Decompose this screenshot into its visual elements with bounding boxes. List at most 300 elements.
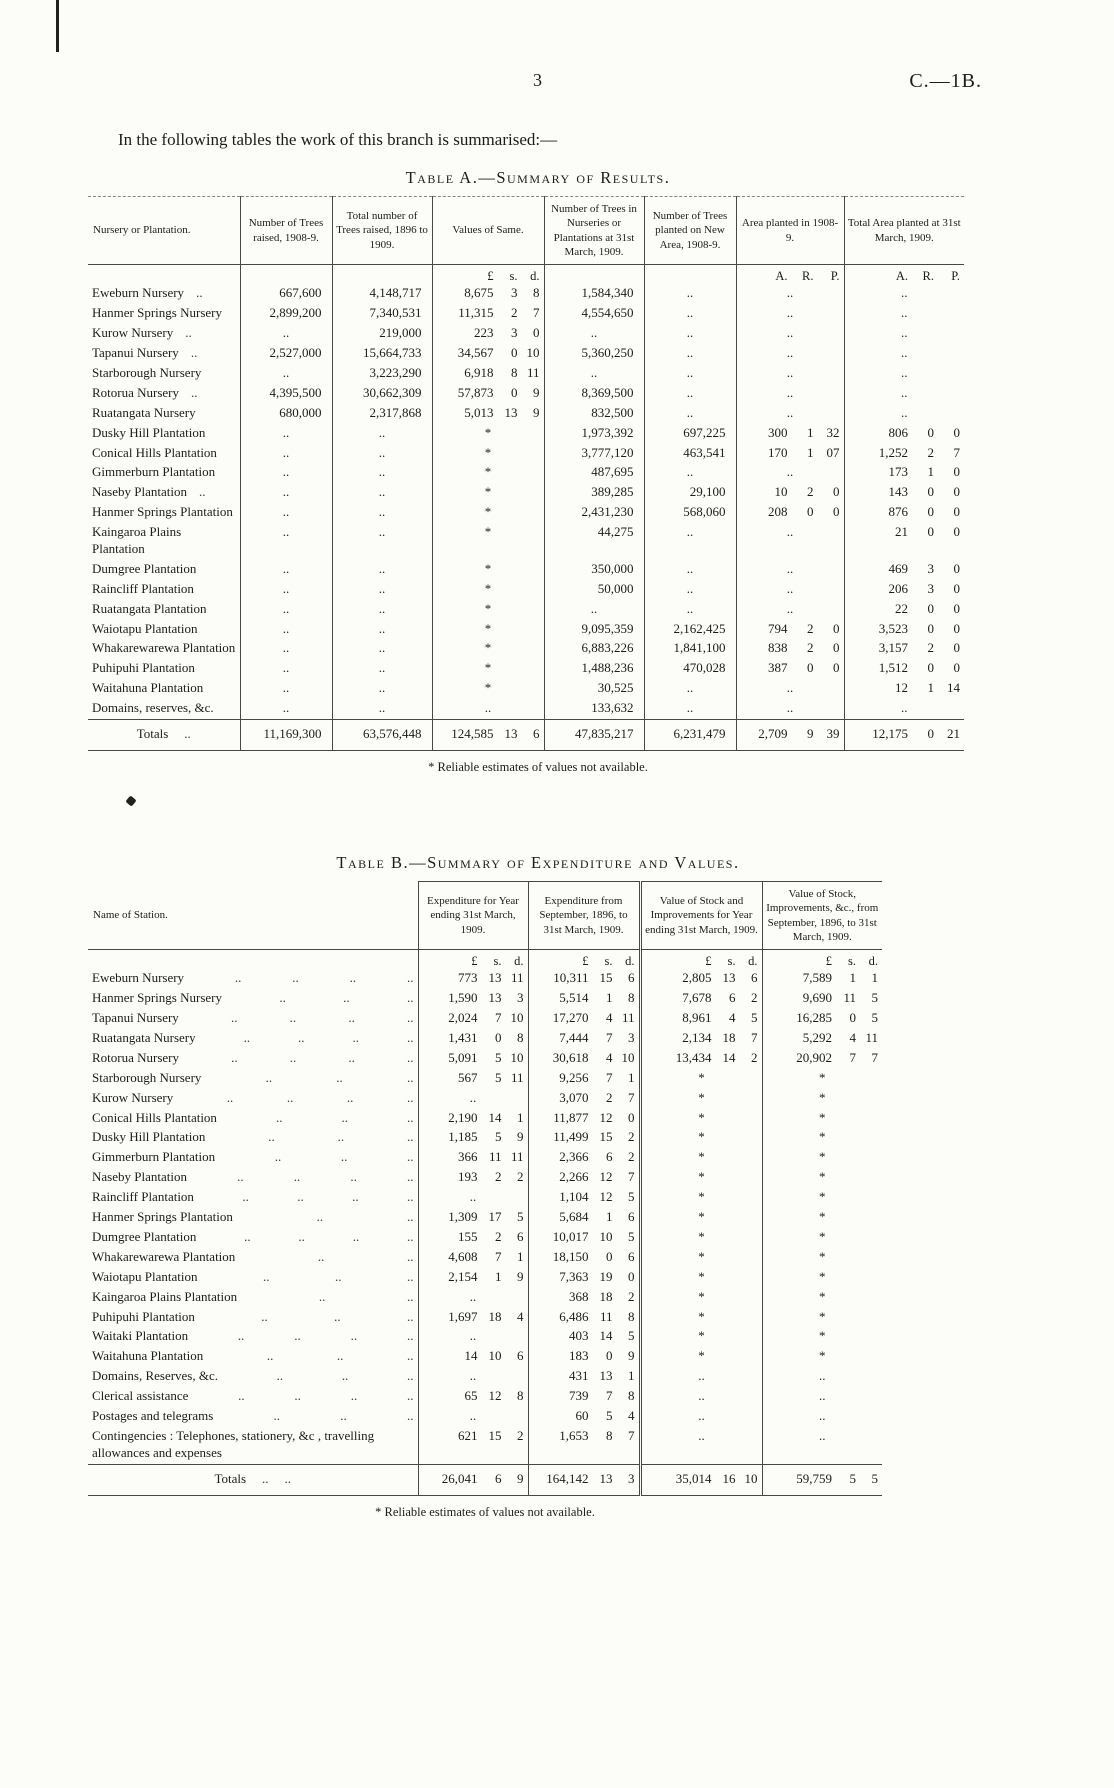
dot-leader: .. [352,1030,360,1046]
cell-trees-in-nurseries: 1,584,340 [544,284,644,304]
value-part: 206 [888,580,908,596]
cell-station [88,304,240,324]
cell-value-stock-since-1896: * [762,1248,882,1268]
cell-total-trees-raised: .. [332,580,432,600]
value-part: 0 [628,1109,635,1125]
cell-area-planted-1908-9 [736,424,844,444]
value-part: 5 [871,1470,878,1486]
cell-value-stock-year [640,1029,762,1049]
cell-station [88,1049,418,1069]
value-part: 4 [606,1010,613,1026]
dot-leader: .. [406,1069,414,1085]
value-part: 10 [621,1049,635,1065]
station-name: Eweburn Nursery [92,285,185,301]
value-part: 223 [474,325,494,341]
dot-leader: .. [268,1129,275,1145]
dot-leader: .. [337,1129,345,1145]
units-area-planted-1908-9 [736,265,844,285]
value-part: 4 [849,1030,856,1046]
col-header-station: Name of Station. [88,881,418,949]
col-header-trees-in-nurseries: Number of Trees in Nurseries or Plantations at 31st March, 1909. [544,197,644,265]
station-name: Clerical assistance [92,1388,189,1404]
value-part: 18 [722,1030,736,1046]
table-row [88,1347,882,1367]
cell-area-planted-1908-9: .. [736,324,844,344]
cell-expenditure-since-1896 [528,1387,640,1407]
value-part: 1,697 [448,1308,478,1324]
cell-area-planted-1908-9 [736,720,844,751]
cell-station [88,1268,418,1288]
units-trees-planted-new-area [644,265,736,285]
value-part: d. [748,954,758,969]
value-part: 1,309 [448,1209,478,1225]
cell-expenditure-since-1896 [528,1288,640,1308]
value-part: 1,512 [878,660,908,676]
table-row [88,424,964,444]
cell-trees-raised-1908-9: .. [240,503,332,523]
cell-trees-raised-1908-9: 4,395,500 [240,384,332,404]
dot-leader: .. [317,1248,325,1264]
cell-trees-planted-new-area: .. [644,560,736,580]
cell-total-area-planted [844,600,964,620]
cell-trees-in-nurseries: 44,275 [544,523,644,560]
col-header-value-stock-since-1896: Value of Stock, Improvements, &c., from September, 1896, to 31st March, 1909. [762,881,882,949]
value-part: 5,292 [802,1030,832,1046]
cell-station [88,580,240,600]
value-part: 11 [526,365,540,380]
value-part: 8 [511,365,518,380]
value-part: 5 [871,990,878,1006]
dot-leader: .. [234,970,242,986]
cell-value-stock-year: * [640,1308,762,1328]
value-part: 7 [606,1069,613,1085]
station-name: Hanmer Springs Nursery [92,990,222,1006]
table-row [88,620,964,640]
cell-expenditure-since-1896 [528,1109,640,1129]
cell-station [88,600,240,620]
value-part: 0 [833,640,840,656]
cell-trees-planted-new-area: .. [644,679,736,699]
cell-values-of-same [432,284,544,304]
cell-station [88,1427,418,1464]
dot-leader: .. [289,1049,297,1065]
cell-value-stock-year: .. [640,1427,762,1464]
table-row [88,1128,882,1148]
dot-leader: .. [238,1388,245,1404]
value-part: 7 [628,1427,635,1443]
page-header [88,70,988,104]
cell-expenditure-year [418,1148,528,1168]
dot-leader: .. [196,285,203,301]
value-part: 7 [849,1049,856,1065]
value-part: 3 [628,1030,635,1046]
cell-trees-planted-new-area: 1,841,100 [644,639,736,659]
value-part: 5,091 [448,1049,478,1065]
cell-value-stock-since-1896: * [762,1268,882,1288]
cell-station [88,344,240,364]
cell-value-stock-since-1896: * [762,1109,882,1129]
cell-trees-raised-1908-9: .. [240,424,332,444]
dot-leader: .. [406,1209,414,1225]
cell-trees-raised-1908-9: .. [240,483,332,503]
dot-leader: .. [298,1228,305,1244]
col-header-total-area-planted: Total Area planted at 31st March, 1909. [844,197,964,265]
table-row [88,1168,882,1188]
table-row [88,503,964,523]
value-part: £ [471,954,478,969]
scan-edge-artifact [56,0,59,52]
value-part: R. [922,269,934,284]
value-part: 11 [621,1010,635,1026]
cell-expenditure-year [418,1427,528,1464]
cell-values-of-same [432,344,544,364]
dot-leader: .. [284,1470,292,1486]
cell-station [88,1069,418,1089]
value-part: 6 [533,726,540,742]
table-row [88,444,964,464]
value-part: 9 [517,1129,524,1145]
cell-expenditure-year [418,1009,528,1029]
table-row [88,659,964,679]
value-part: 2,134 [682,1030,712,1046]
value-part: 9 [533,384,540,400]
cell-trees-raised-1908-9: .. [240,560,332,580]
cell-trees-raised-1908-9: .. [240,679,332,699]
dot-leader: .. [350,1169,357,1185]
dot-leader: .. [407,970,414,986]
value-part: 9,690 [802,990,832,1006]
table-row [88,699,964,719]
cell-station [88,989,418,1009]
value-part: 6 [628,1248,635,1264]
value-part: 0 [833,484,840,500]
station-name: Waitahuna Plantation [92,680,204,696]
value-part: 6 [517,1348,524,1364]
dot-leader: .. [185,325,192,341]
cell-station [88,444,240,464]
value-part: 26,041 [441,1470,478,1486]
value-part: 9 [517,1470,524,1486]
table-row [88,463,964,483]
value-part: 5 [606,1407,613,1423]
value-part: 0 [953,580,960,596]
value-part: 11 [510,1149,524,1165]
station-name: Domains, reserves, &c. [92,700,214,716]
cell-values-of-same: * [432,600,544,620]
cell-values-of-same: * [432,679,544,699]
value-part: £ [705,954,712,969]
value-part: 32 [826,424,840,440]
dot-leader: .. [406,1169,414,1185]
document-reference: C.—1B. [909,70,982,92]
cell-value-stock-year [640,969,762,989]
cell-trees-in-nurseries: 30,525 [544,679,644,699]
value-part: 0 [953,504,960,520]
value-part: 14 [488,1109,502,1125]
cell-value-stock-year: * [640,1128,762,1148]
value-part: 10 [526,345,540,361]
value-part: 7,678 [682,990,712,1006]
cell-expenditure-since-1896 [528,1208,640,1228]
value-part: 0 [927,524,934,540]
cell-value-stock-since-1896: .. [762,1367,882,1387]
cell-value-stock-since-1896: * [762,1347,882,1367]
cell-expenditure-since-1896 [528,989,640,1009]
cell-trees-planted-new-area: 568,060 [644,503,736,523]
value-part: 9 [628,1348,635,1364]
table-row [88,1367,882,1387]
cell-area-planted-1908-9: .. [736,560,844,580]
cell-total-trees-raised: .. [332,639,432,659]
value-part: 2 [927,444,934,460]
cell-expenditure-since-1896 [528,1268,640,1288]
cell-value-stock-since-1896: * [762,1128,882,1148]
cell-total-trees-raised: .. [332,424,432,444]
value-part: 2 [517,1427,524,1443]
value-part: 2,366 [559,1149,589,1165]
cell-values-of-same: * [432,424,544,444]
value-part: 0 [953,560,960,576]
cell-area-planted-1908-9: .. [736,699,844,719]
value-part: 18 [599,1288,613,1304]
value-part: 3 [927,580,934,596]
dot-leader: .. [279,990,286,1006]
value-part: 5 [628,1228,635,1244]
dot-leader: .. [349,970,357,986]
value-part: 10 [510,1049,524,1065]
col-header-station: Nursery or Plantation. [88,197,240,265]
header-row [88,197,964,265]
station-name: Raincliff Plantation [92,580,194,596]
table-row [88,1327,882,1347]
value-part: 0 [807,504,814,520]
value-part: 13 [504,726,518,742]
value-part: 16,285 [796,1010,832,1026]
cell-expenditure-year [418,1128,528,1148]
value-part: 7 [495,1010,502,1026]
table-row [88,523,964,560]
units-station [88,950,418,970]
cell-trees-in-nurseries: 6,883,226 [544,639,644,659]
value-part: 0 [533,325,540,341]
cell-area-planted-1908-9: .. [736,344,844,364]
cell-trees-raised-1908-9: .. [240,523,332,560]
units-row [88,265,964,285]
dot-leader: .. [406,1030,414,1046]
dot-leader: .. [237,1169,244,1185]
value-part: 7 [495,1248,502,1264]
value-part: 3,157 [878,640,908,656]
cell-expenditure-since-1896 [528,1009,640,1029]
cell-value-stock-year: * [640,1327,762,1347]
cell-area-planted-1908-9: .. [736,463,844,483]
value-part: 6 [729,990,736,1006]
cell-values-of-same: .. [432,699,544,719]
table-row [88,1288,882,1308]
cell-value-stock-year: * [640,1268,762,1288]
cell-value-stock-year: * [640,1228,762,1248]
dot-leader: .. [190,345,198,361]
table-row [88,1049,882,1069]
value-part: 2,024 [448,1010,478,1026]
cell-expenditure-year: .. [418,1089,528,1109]
cell-trees-in-nurseries: 2,431,230 [544,503,644,523]
cell-total-trees-raised: .. [332,463,432,483]
cell-trees-raised-1908-9: .. [240,580,332,600]
value-part: 5 [495,1069,502,1085]
cell-total-area-planted [844,659,964,679]
cell-value-stock-since-1896: * [762,1089,882,1109]
value-part: 1,590 [448,990,478,1006]
dot-leader: .. [334,1268,342,1284]
value-part: 11 [488,1149,502,1165]
cell-station [88,424,240,444]
cell-trees-planted-new-area: .. [644,699,736,719]
cell-values-of-same [432,324,544,344]
table-a-footnote: * Reliable estimates of values not available. [428,759,648,774]
value-part: 387 [768,660,788,676]
station-name: Hanmer Springs Plantation [92,1209,233,1225]
cell-expenditure-year [418,1464,528,1495]
cell-total-area-planted [844,560,964,580]
dot-leader: .. [262,1470,269,1486]
cell-value-stock-year: * [640,1168,762,1188]
cell-total-area-planted [844,503,964,523]
value-part: 17 [488,1209,502,1225]
value-part: 0 [495,1030,502,1046]
cell-total-trees-raised: 15,664,733 [332,344,432,364]
cell-value-stock-since-1896 [762,1464,882,1495]
cell-total-trees-raised: .. [332,503,432,523]
value-part: 5 [628,1328,635,1344]
cell-value-stock-year: * [640,1188,762,1208]
cell-trees-raised-1908-9: .. [240,620,332,640]
value-part: 2 [628,1149,635,1165]
value-part: 13 [488,990,502,1006]
cell-total-trees-raised: 3,223,290 [332,364,432,384]
value-part: s. [727,954,736,969]
table-row [88,304,964,324]
cell-expenditure-year: .. [418,1188,528,1208]
value-part: 22 [895,600,908,616]
dot-leader: .. [265,1069,273,1085]
station-name: Kaingaroa Plains Plantation [92,1288,238,1304]
cell-expenditure-since-1896 [528,1327,640,1347]
value-part: 8 [628,1388,635,1404]
value-part: 18 [488,1308,502,1324]
value-part: 2,266 [559,1169,589,1185]
value-part: 7,589 [802,970,832,986]
units-values-of-same [432,265,544,285]
cell-expenditure-year [418,1268,528,1288]
value-part: 57,873 [457,384,494,400]
cell-station [88,1168,418,1188]
value-part: 366 [458,1149,478,1165]
value-part: 4 [729,1010,736,1026]
value-part: £ [582,954,589,969]
station-name: Domains, Reserves, &c. [92,1368,219,1384]
value-part: 0 [606,1248,613,1264]
cell-station [88,659,240,679]
value-part: 13 [722,970,736,986]
totals-row [88,1464,882,1495]
cell-expenditure-since-1896 [528,1089,640,1109]
cell-trees-raised-1908-9: .. [240,364,332,384]
cell-value-stock-since-1896: * [762,1188,882,1208]
dot-leader: .. [406,1089,414,1105]
table-row [88,1148,882,1168]
value-part: 0 [927,600,934,616]
value-part: 5,514 [559,990,589,1006]
cell-values-of-same: * [432,444,544,464]
value-part: 1 [807,444,814,460]
value-part: 10 [510,1010,524,1026]
cell-area-planted-1908-9 [736,483,844,503]
table-row [88,989,882,1009]
cell-expenditure-year [418,969,528,989]
station-name: Whakarewarewa Plantation [92,640,236,656]
cell-station [88,699,240,719]
cell-trees-in-nurseries: .. [544,600,644,620]
value-part: 1 [495,1268,502,1284]
table-b [88,881,882,1496]
value-part: 5 [751,1010,758,1026]
cell-station [88,364,240,384]
dot-leader: .. [266,1348,274,1364]
value-part: 0 [953,660,960,676]
cell-expenditure-year [418,1308,528,1328]
dot-leader: .. [336,1348,344,1364]
units-expenditure-since-1896 [528,950,640,970]
cell-value-stock-year: * [640,1069,762,1089]
col-header-value-stock-year: Value of Stock and Improvements for Year ending 31st March, 1909. [640,881,762,949]
station-name: Puhipuhi Plantation [92,1308,195,1324]
station-name: Kurow Nursery [92,1089,174,1105]
value-part: 183 [569,1348,589,1364]
cell-station [88,639,240,659]
value-part: 0 [511,345,518,361]
value-part: £ [487,269,494,284]
station-name: Ruatangata Plantation [92,600,207,616]
value-part: 143 [888,484,908,500]
value-part: 0 [953,640,960,656]
col-header-expenditure-year: Expenditure for Year ending 31st March, 1909. [418,881,528,949]
value-part: R. [802,269,814,284]
cell-total-trees-raised: .. [332,659,432,679]
value-part: 1,252 [878,444,908,460]
cell-expenditure-year: .. [418,1327,528,1347]
value-part: 164,142 [546,1470,589,1486]
cell-station [88,1464,418,1495]
dot-leader: .. [350,1328,358,1344]
value-part: 6,486 [559,1308,589,1324]
cell-area-planted-1908-9: .. [736,364,844,384]
cell-trees-in-nurseries: 47,835,217 [544,720,644,751]
value-part: 567 [458,1069,478,1085]
dot-leader: .. [298,1030,305,1046]
value-part: 12 [599,1109,613,1125]
cell-expenditure-since-1896 [528,1128,640,1148]
table-row [88,364,964,384]
cell-expenditure-since-1896 [528,1228,640,1248]
value-part: P. [830,269,840,284]
cell-station [88,1288,418,1308]
col-header-values-of-same: Values of Same. [432,197,544,265]
value-part: 13,434 [675,1049,712,1065]
value-part: 8,961 [682,1010,712,1026]
cell-value-stock-year [640,1009,762,1029]
value-part: 1 [927,680,934,696]
